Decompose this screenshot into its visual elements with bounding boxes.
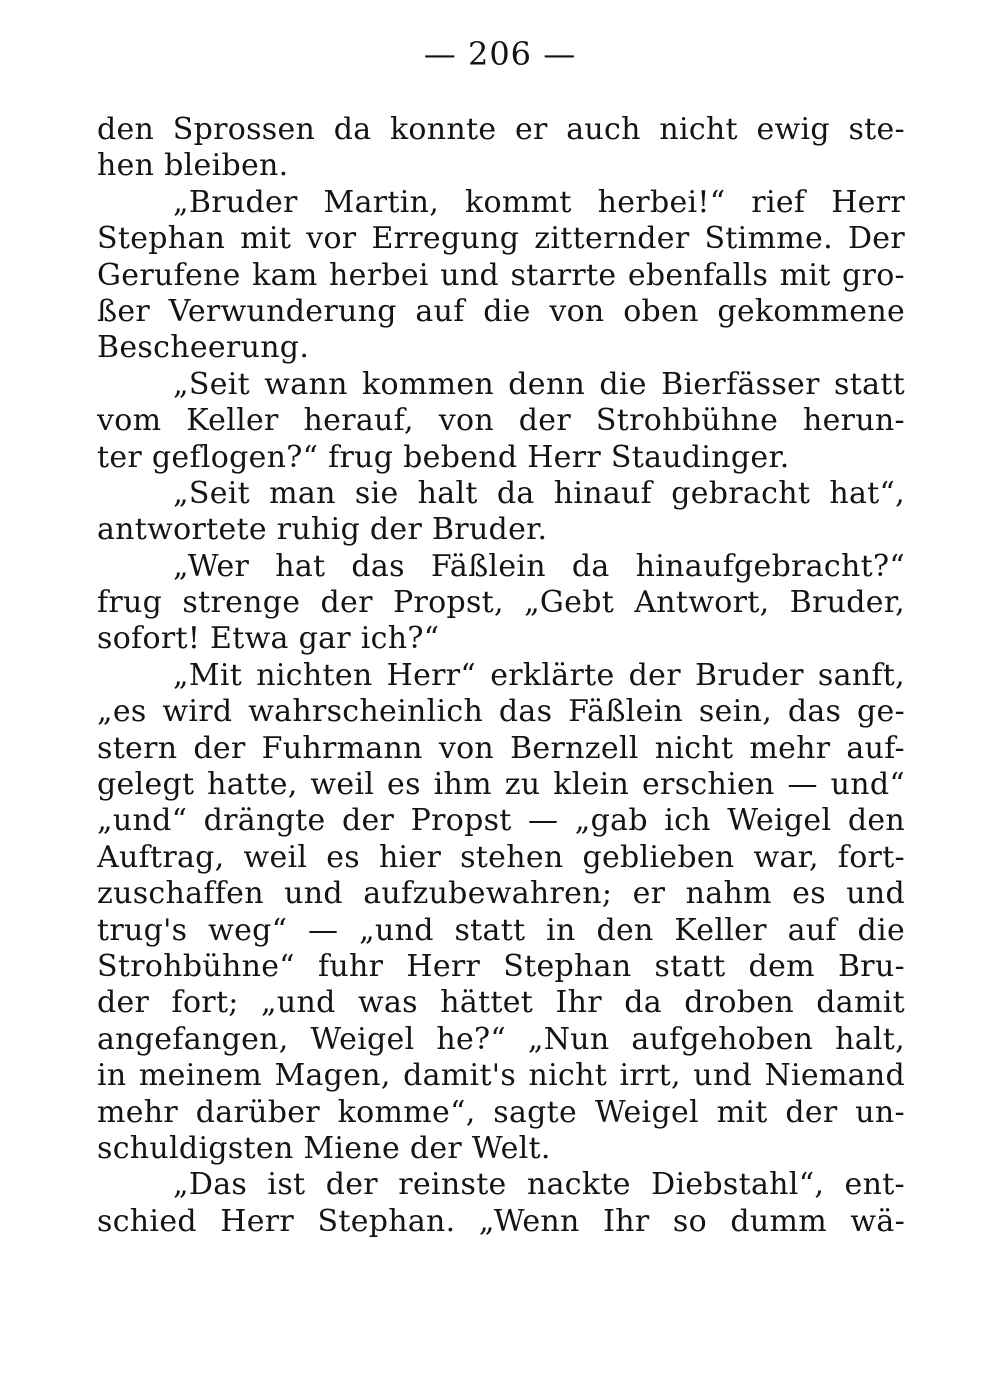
text-line: Auftrag, weil es hier stehen geblieben war, fort-	[97, 839, 905, 875]
text-line: „es wird wahrscheinlich das Fäßlein sein, das ge-	[97, 694, 905, 730]
text-line: „Bruder Martin, kommt herbei!“ rief Herr	[173, 184, 905, 220]
text-line: sofort! Etwa gar ich?“	[97, 621, 440, 657]
text-line: Gerufene kam herbei und starrte ebenfalls mit gro-	[97, 257, 905, 293]
text-line: „Das ist der reinste nackte Diebstahl“, ent-	[173, 1167, 905, 1203]
text-line: trug's weg“ — „und statt in den Keller auf die	[97, 912, 905, 948]
page-number: — 206 —	[423, 35, 577, 73]
text-line: schuldigsten Miene der Welt.	[97, 1130, 551, 1166]
text-line: zuschaffen und aufzubewahren; er nahm es und	[97, 876, 905, 912]
text-line: vom Keller herauf, von der Strohbühne herun-	[97, 403, 905, 439]
text-line: stern der Fuhrmann von Bernzell nicht mehr auf-	[97, 730, 905, 766]
text-line: in meinem Magen, damit's nicht irrt, und Niemand	[97, 1058, 905, 1094]
text-line: Stephan mit vor Erregung zitternder Stimme. Der	[97, 221, 905, 257]
text-line: hen bleiben.	[97, 148, 289, 184]
text-line: mehr darüber komme“, sagte Weigel mit der un-	[97, 1094, 905, 1130]
text-line: angefangen, Weigel he?“ „Nun aufgehoben halt,	[97, 1021, 905, 1057]
text-line: der fort; „und was hättet Ihr da droben damit	[97, 985, 905, 1021]
text-line: „Wer hat das Fäßlein da hinaufgebracht?“	[173, 548, 905, 584]
text-line: gelegt hatte, weil es ihm zu klein erschien — und“	[97, 767, 905, 803]
text-line: „Mit nichten Herr“ erklärte der Bruder sanft,	[173, 657, 905, 693]
text-line: schied Herr Stephan. „Wenn Ihr so dumm wä-	[97, 1203, 905, 1239]
text-line: „Seit wann kommen denn die Bierfässer statt	[173, 366, 905, 402]
text-line: frug strenge der Propst, „Gebt Antwort, Bruder,	[97, 585, 905, 621]
body-text	[97, 112, 905, 1240]
text-line: Strohbühne“ fuhr Herr Stephan statt dem Bru-	[97, 948, 905, 984]
text-line: „Seit man sie halt da hinauf gebracht hat“,	[173, 475, 905, 511]
text-line: den Sprossen da konnte er auch nicht ewig ste-	[97, 112, 905, 147]
text-line: ßer Verwunderung auf die von oben gekommene	[97, 293, 905, 329]
text-line: „und“ drängte der Propst — „gab ich Weigel den	[97, 803, 905, 839]
text-line: ter geflogen?“ frug bebend Herr Staudinger.	[97, 439, 790, 475]
text-line: antwortete ruhig der Bruder.	[97, 512, 548, 548]
text-line: Bescheerung.	[97, 330, 310, 366]
